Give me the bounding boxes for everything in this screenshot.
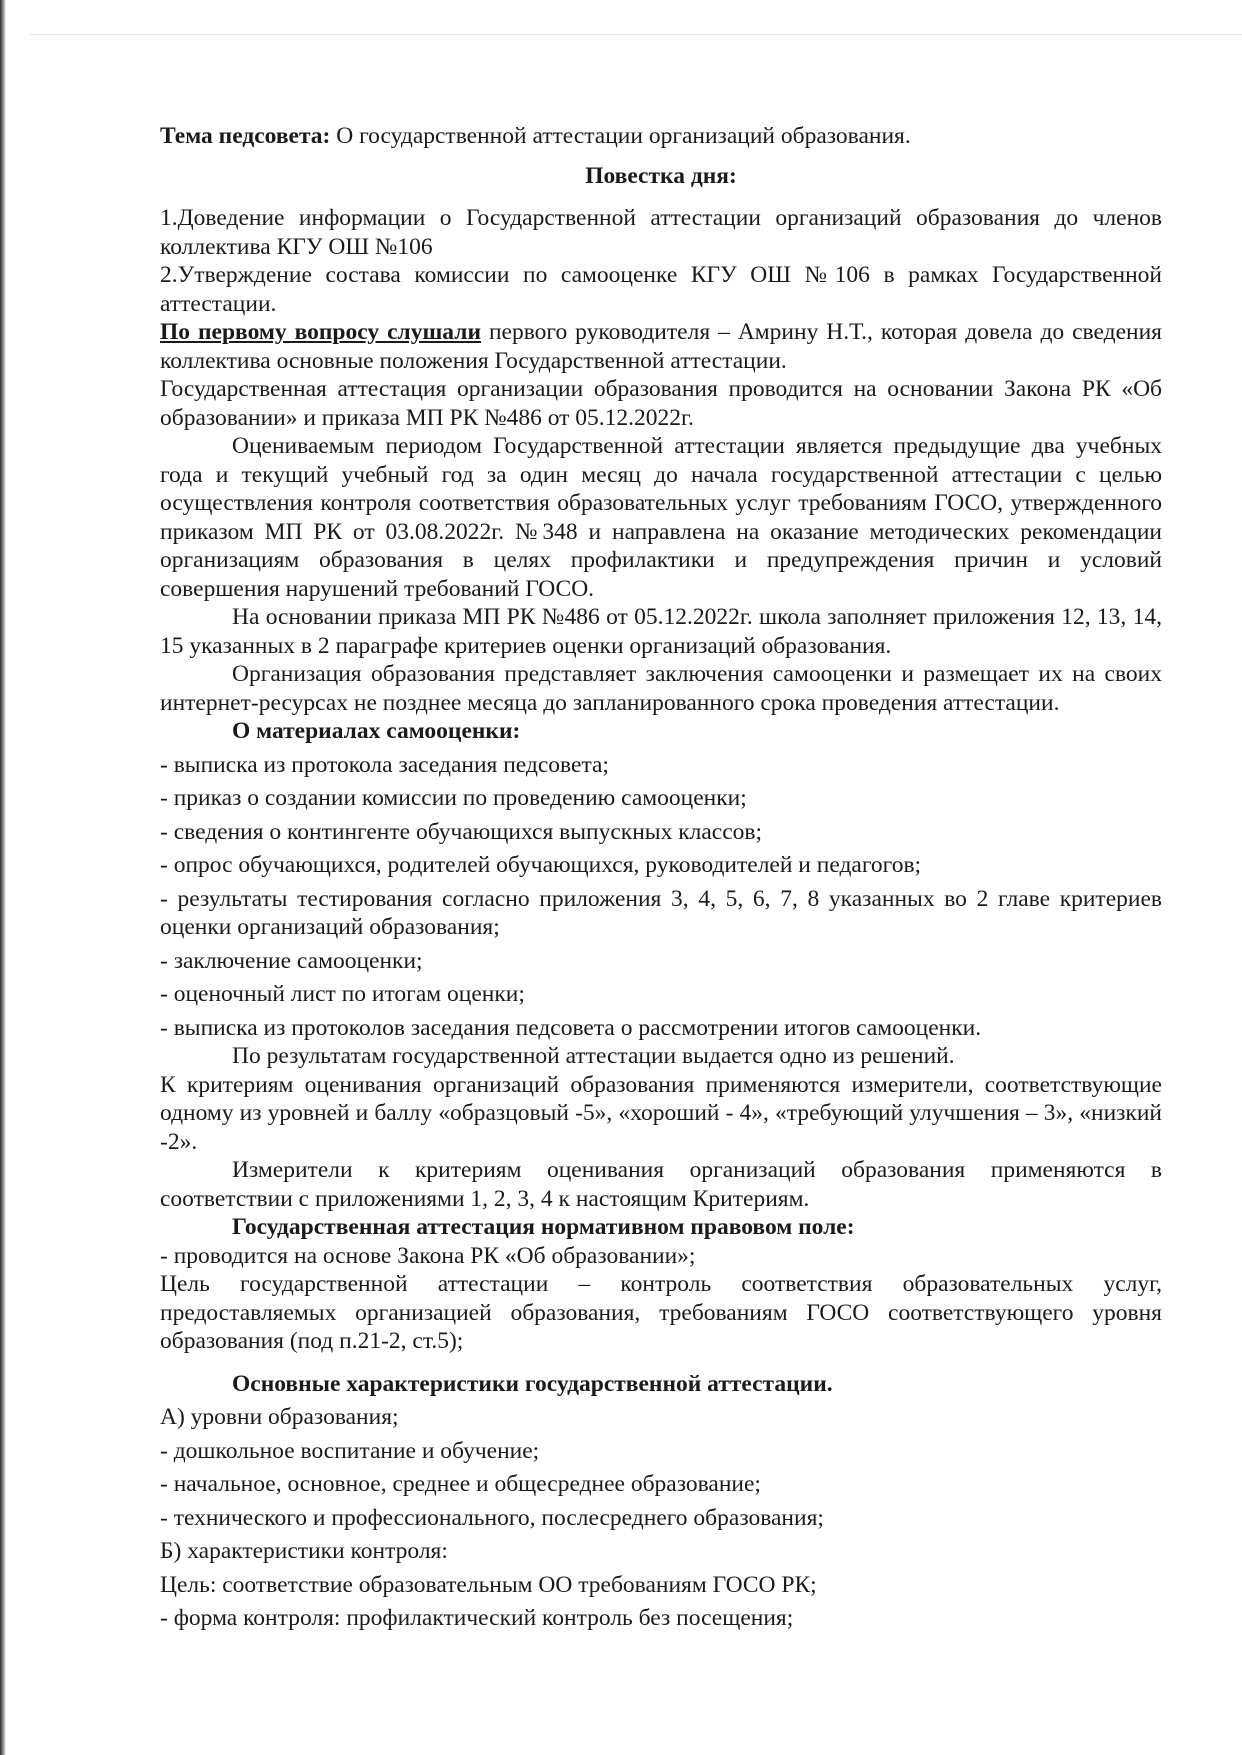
results-criteria: К критериям оценивания организаций образования применяются измерители, соответствующие одному из уровней и баллу «образцовый -5», «хороший - 4», «требующий улучшения – 3», «низкий -2». xyxy=(160,1071,1162,1155)
topic-label: Тема педсовета: xyxy=(160,123,331,149)
materials-item: - заключение самооценки; xyxy=(160,947,423,974)
paragraph-period: Оцениваемым периодом Государственной аттестации является предыдущие два учебных года и текущий учебный год за один месяц до начала государственной аттестации с целью осуществления контроля соответствия образовательных услуг требованиям ГОСО, утвержденного приказом МП РК от 03.08.2022г. №348 и направлена на оказание методических рекомендации организациям образования в целях профилактики и предупреждения причин и условий совершения нарушений требований ГОСО. xyxy=(160,433,1162,602)
materials-item: - приказ о создании комиссии по проведению самооценки; xyxy=(160,785,747,811)
legal-heading: Государственная аттестация нормативном правовом поле: xyxy=(232,1214,855,1240)
results-decision: По результатам государственной аттестации выдается одно из решений. xyxy=(232,1043,955,1069)
first-question-label: По первому вопросу слушали xyxy=(160,319,481,345)
document-page xyxy=(160,122,1162,1633)
materials-item: - выписка из протоколов заседания педсовета о рассмотрении итогов самооценки. xyxy=(160,1014,982,1041)
legal-item-goal: Цель государственной аттестации – контроль соответствия образовательных услуг, предоставляемых организацией образования, требованиям ГОСО соответствующего уровня образования (под п.21-2, ст.5); xyxy=(160,1271,1162,1354)
scan-top-line xyxy=(30,34,1242,35)
first-question xyxy=(160,318,1162,375)
paragraph-legal-basis: Государственная аттестация организации образования проводится на основании Закона РК «Об образовании» и приказа МП РК №486 от 05.12.2022г. xyxy=(160,376,1162,431)
agenda-item-1: 1.Доведение информации о Государственной аттестации организаций образования до членов коллектива КГУ ОШ №106 xyxy=(160,205,1162,260)
agenda-title: Повестка дня: xyxy=(585,162,737,189)
agenda-item-2: 2.Утверждение состава комиссии по самооценке КГУ ОШ №106 в рамках Государственной аттестации. xyxy=(160,262,1162,317)
topic-line xyxy=(160,122,1162,151)
characteristics-line: - технического и профессионального, послесреднего образования; xyxy=(160,1504,824,1531)
paragraph-order: На основании приказа МП РК №486 от 05.12.2022г. школа заполняет приложения 12, 13, 14, 15 указанных в 2 параграфе критериев оценки организаций образования. xyxy=(160,604,1162,659)
materials-heading: О материалах самооценки: xyxy=(232,718,521,744)
materials-item: - оценочный лист по итогам оценки; xyxy=(160,981,525,1007)
results-measures: Измерители к критериям оценивания организаций образования применяются в соответствии с приложениями 1, 2, 3, 4 к настоящим Критериям. xyxy=(160,1157,1162,1212)
materials-item: - сведения о контингенте обучающихся выпускных классов; xyxy=(160,818,763,845)
characteristics-line: Цель: соответствие образовательным ОО требованиям ГОСО РК; xyxy=(160,1571,817,1598)
characteristics-line: - форма контроля: профилактический контроль без посещения; xyxy=(160,1605,794,1631)
topic-text: О государственной аттестации организаций образования. xyxy=(330,123,911,149)
characteristics-line: А) уровни образования; xyxy=(160,1404,399,1430)
scan-edge xyxy=(0,0,6,1755)
characteristics-line: - дошкольное воспитание и обучение; xyxy=(160,1437,540,1464)
materials-item: - результаты тестирования согласно приложения 3, 4, 5, 6, 7, 8 указанных во 2 главе критериев оценки организаций образования; xyxy=(160,885,1162,940)
legal-item-law: - проводится на основе Закона РК «Об образовании»; xyxy=(160,1242,696,1269)
materials-item: - опрос обучающихся, родителей обучающихся, руководителей и педагогов; xyxy=(160,852,922,878)
characteristics-heading: Основные характеристики государственной аттестации. xyxy=(232,1370,833,1397)
characteristics-line: Б) характеристики контроля: xyxy=(160,1538,448,1564)
materials-item: - выписка из протокола заседания педсовета; xyxy=(160,751,609,778)
paragraph-self-assessment: Организация образования представляет заключения самооценки и размещает их на своих интернет-ресурсах не позднее месяца до запланированного срока проведения аттестации. xyxy=(160,661,1162,716)
first-question-text: первого руководителя – Амрину Н.Т., которая довела до сведения коллектива основные положения Государственной аттестации. xyxy=(160,319,1162,374)
characteristics-line: - начальное, основное, среднее и общесреднее образование; xyxy=(160,1471,761,1497)
